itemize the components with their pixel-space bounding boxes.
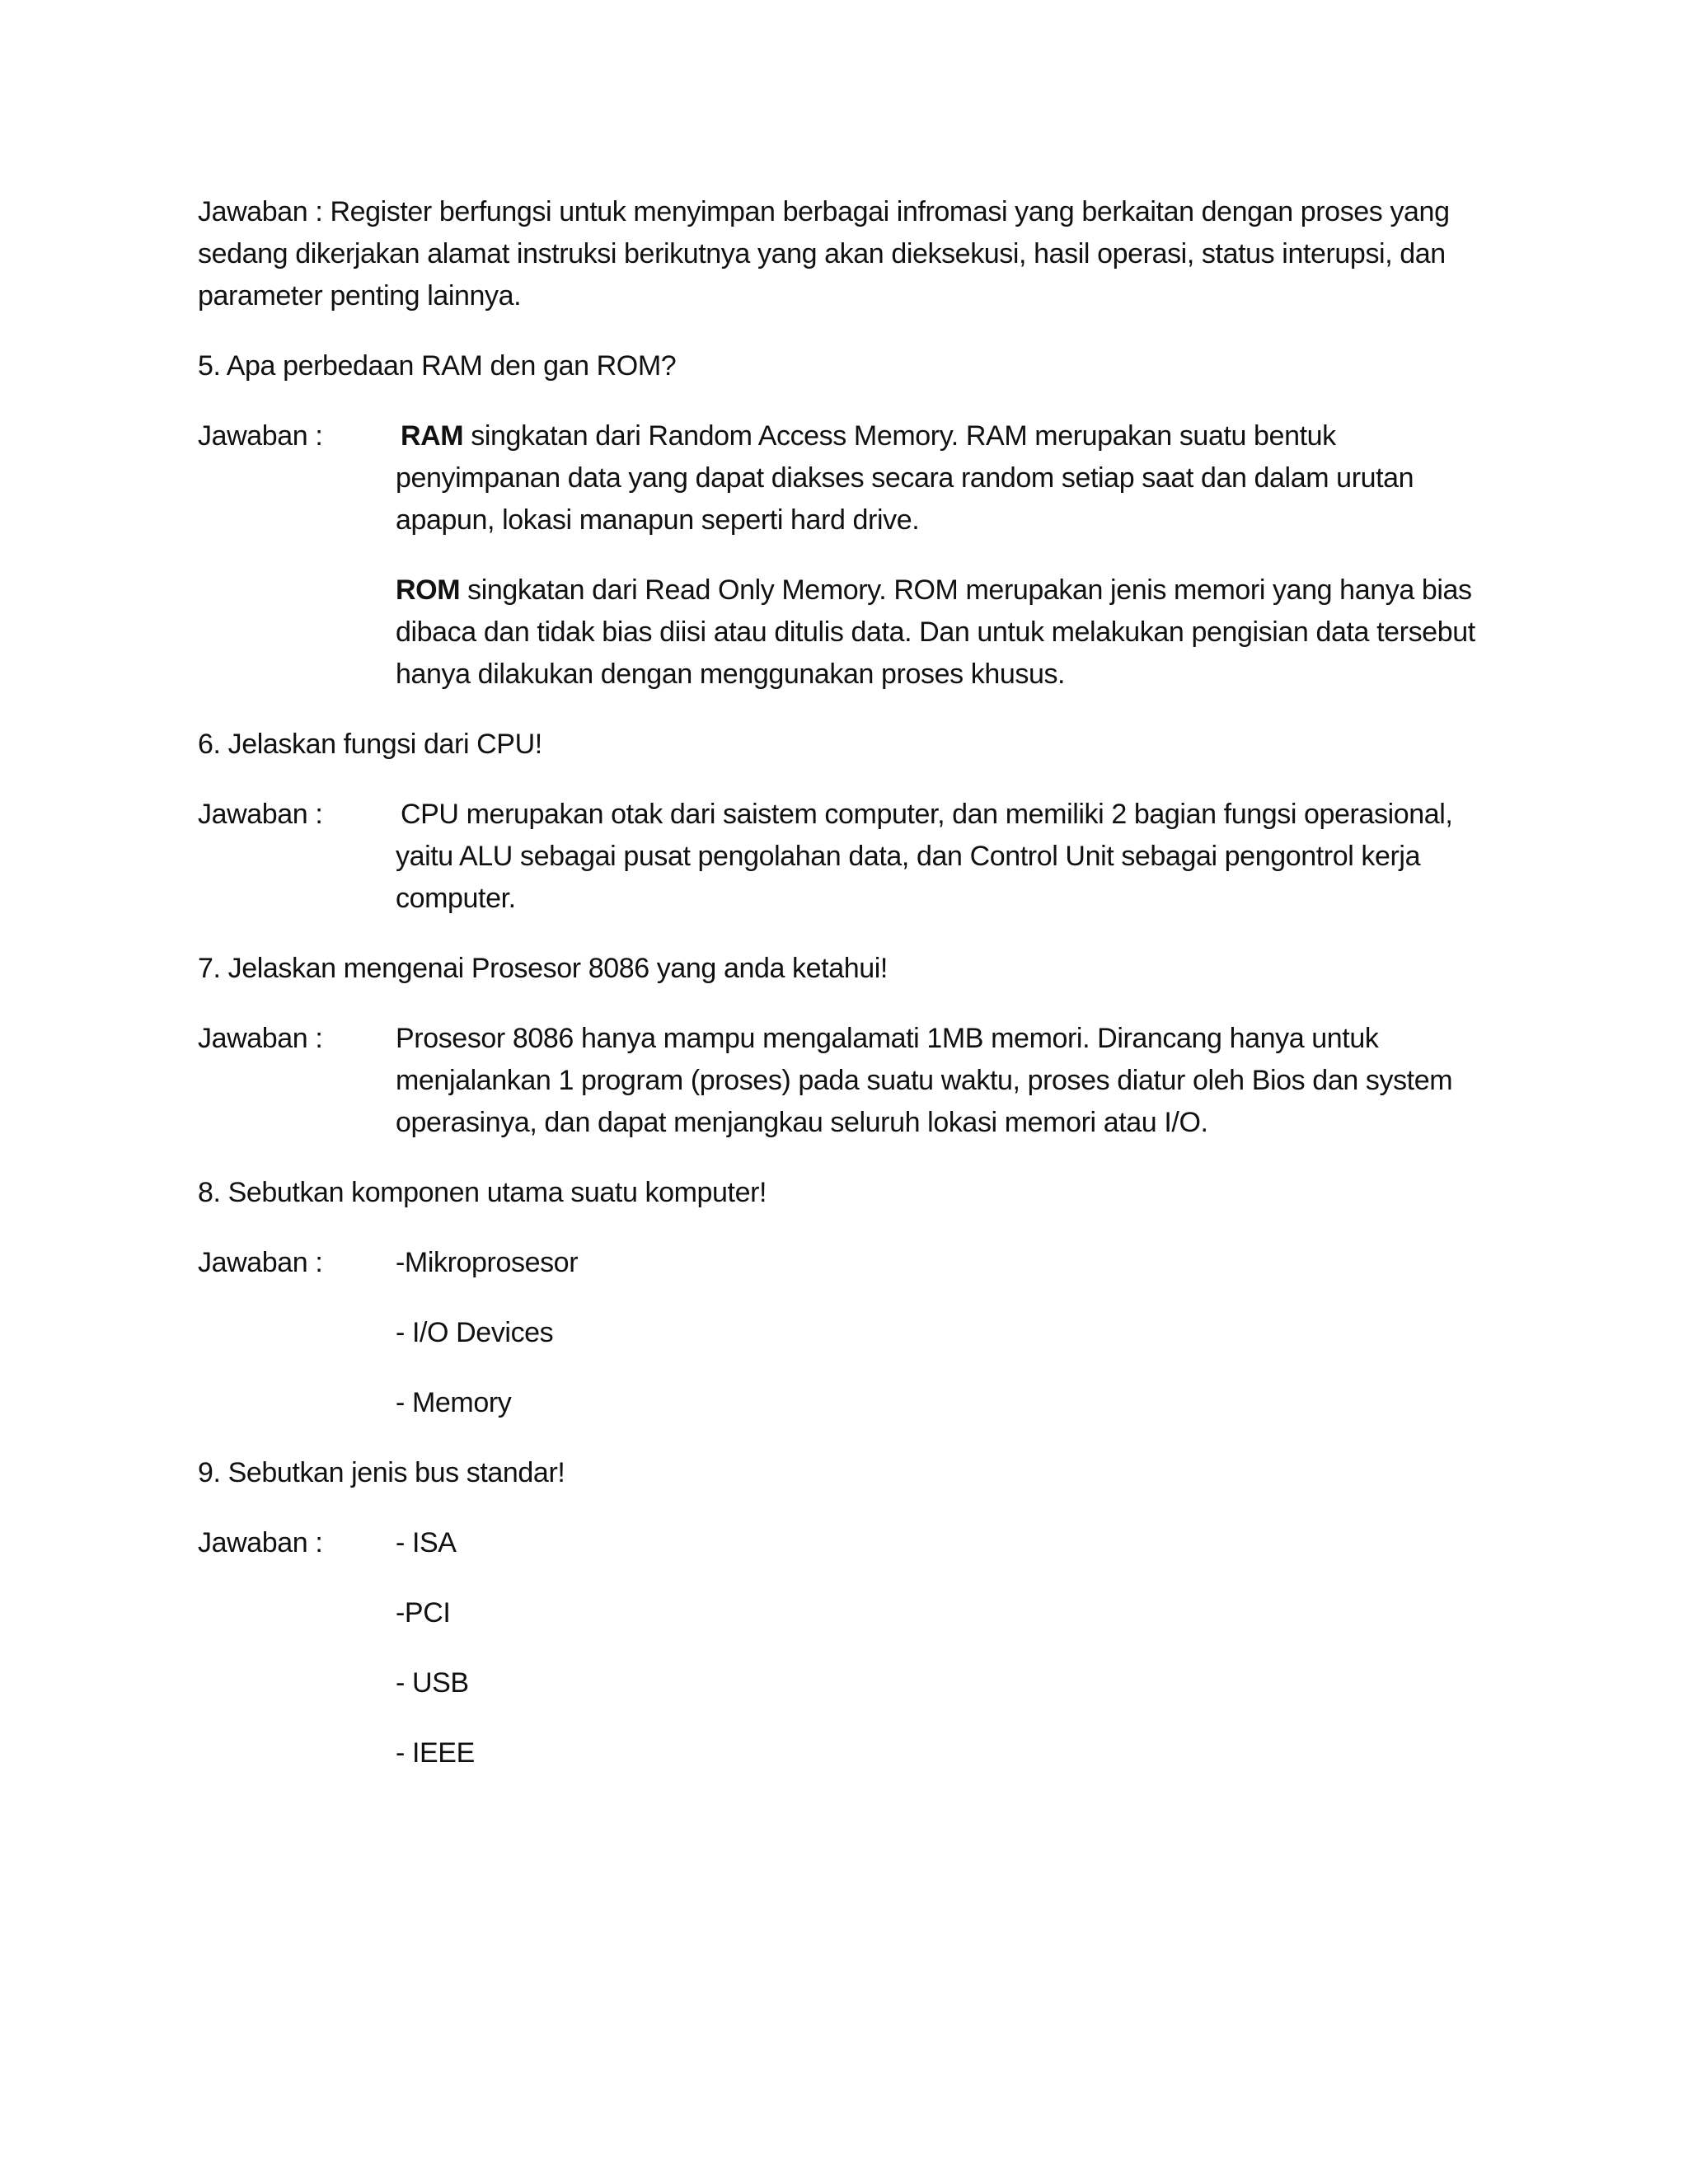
intro-answer: Jawaban : Register berfungsi untuk menyimpan berbagai infromasi yang berkaitan dengan proses yang sedang dikerjakan alamat instruksi berikutnya yang akan dieksekusi, hasil operasi, status interupsi, dan parameter penting lainnya. [198,196,1450,312]
answer-9-list [396,1522,1500,1774]
list-item: - USB [396,1667,469,1699]
list-item: - IEEE [396,1737,475,1769]
answer-label: Jawaban : [198,799,323,830]
ram-text: singkatan dari Random Access Memory. RAM merupakan suatu bentuk penyimpanan data yang dapat diakses secara random setiap saat dan dalam urutan apapun, lokasi manapun seperti hard drive. [396,420,1414,536]
answer-8-list [396,1242,1500,1424]
rom-term: ROM [396,574,461,606]
list-item: -PCI [396,1597,451,1629]
list-item: - ISA [396,1527,457,1558]
answer-6-text: CPU merupakan otak dari saistem computer, dan memiliki 2 bagian fungsi operasional, yaitu ALU sebagai pusat pengolahan data, dan Control Unit sebagai pengontrol kerja computer. [396,799,1453,914]
answer-8 [198,1242,1500,1424]
list-item: -Mikroprosesor [396,1247,579,1278]
answer-label: Jawaban : [198,420,323,452]
answer-6 [198,794,1500,920]
ram-paragraph [396,415,1500,541]
answer-7 [198,1018,1500,1144]
answer-7-text: Prosesor 8086 hanya mampu mengalamati 1MB memori. Dirancang hanya untuk menjalankan 1 program (proses) pada suatu waktu, proses diatur oleh Bios dan system operasinya, dan dapat menjangkau seluruh lokasi memori atau I/O. [396,1023,1453,1138]
rom-paragraph [396,569,1500,696]
answer-9 [198,1522,1500,1774]
answer-label: Jawaban : [198,1023,323,1054]
rom-text: singkatan dari Read Only Memory. ROM merupakan jenis memori yang hanya bias dibaca dan tidak bias diisi atau ditulis data. Dan untuk melakukan pengisian data tersebut hanya dilakukan dengan menggunakan proses khusus. [396,574,1475,690]
question-8: 8. Sebutkan komponen utama suatu komputer! [198,1177,767,1208]
list-item: - I/O Devices [396,1317,554,1348]
question-6: 6. Jelaskan fungsi dari CPU! [198,729,542,760]
ram-term: RAM [401,420,464,452]
answer-5-body [396,415,1500,696]
question-9: 9. Sebutkan jenis bus standar! [198,1457,565,1488]
answer-label: Jawaban : [198,1527,323,1558]
answer-5 [198,415,1500,696]
question-5: 5. Apa perbedaan RAM den gan ROM? [198,350,677,382]
document-content [198,191,1500,1802]
answer-label: Jawaban : [198,1247,323,1278]
list-item: - Memory [396,1387,512,1418]
question-7: 7. Jelaskan mengenai Prosesor 8086 yang anda ketahui! [198,953,888,984]
